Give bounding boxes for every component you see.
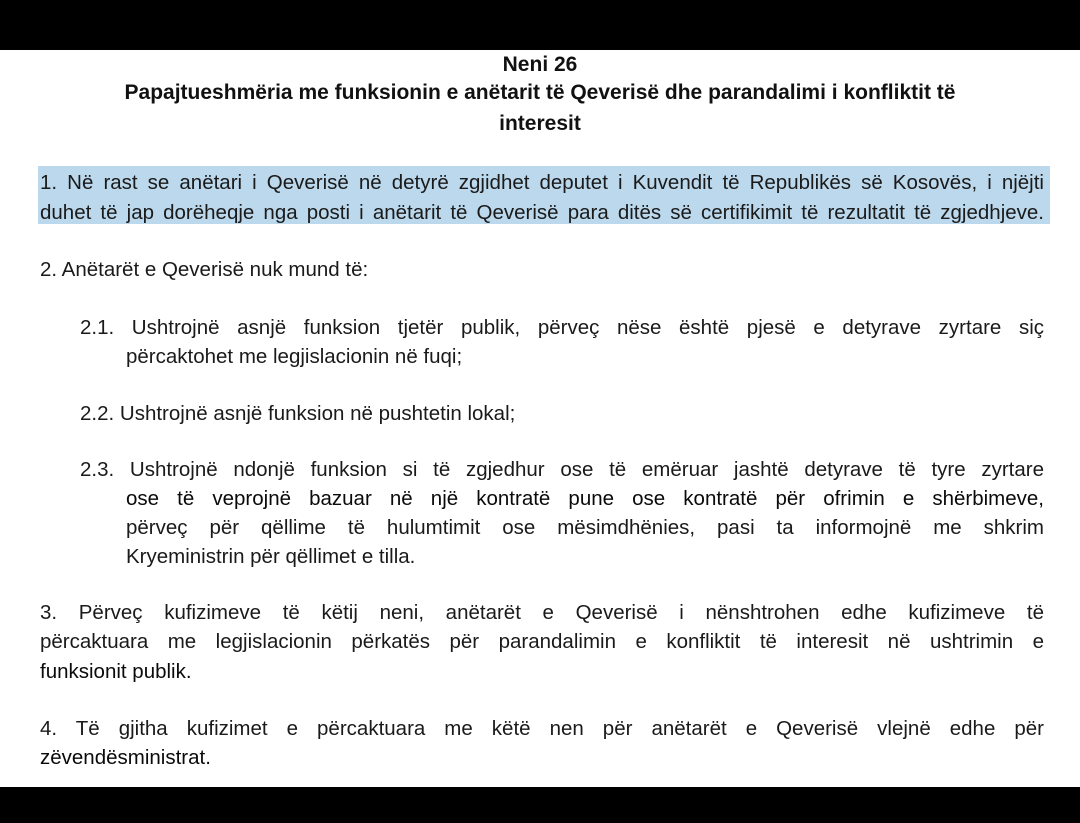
paragraph-3-line2: përcaktuara me legjislacionin përkatës për parandalimin e konfliktit të interesit në ushtrimin e (40, 630, 1044, 653)
article-title-line2: interesit (499, 112, 581, 135)
item-2-1-line2: përcaktohet me legjislacionin në fuqi; (126, 345, 463, 368)
item-2-3-line2: ose të veprojnë bazuar në një kontratë pune ose kontratë për ofrimin e shërbimeve, (126, 487, 1044, 510)
item-2-1-line1: 2.1. Ushtrojnë asnjë funksion tjetër publik, përveç nëse është pjesë e detyrave zyrtare siç (80, 316, 1044, 339)
paragraph-1-line2[interactable]: duhet të jap dorëheqje nga posti i anëtarit të Qeverisë para ditës së certifikimit të rezultatit të zgjedhjeve. (40, 201, 1044, 224)
article-number: Neni 26 (502, 53, 578, 76)
paragraph-4-line2: zëvendësministrat. (40, 746, 211, 769)
paragraph-2-intro: 2. Anëtarët e Qeverisë nuk mund të: (40, 258, 369, 281)
paragraph-3-line1: 3. Përveç kufizimeve të këtij neni, anëtarët e Qeverisë i nënshtrohen edhe kufizimeve të (40, 601, 1044, 624)
item-2-3-line4: Kryeministrin për qëllimet e tilla. (126, 545, 416, 568)
item-2-3-line1: 2.3. Ushtrojnë ndonjë funksion si të zgjedhur ose të emëruar jashtë detyrave të tyre zyrtare (80, 458, 1044, 481)
item-2-2-line1: 2.2. Ushtrojnë asnjë funksion në pushtetin lokal; (80, 402, 516, 425)
paragraph-3-line3: funksionit publik. (40, 660, 192, 683)
article-title-line1: Papajtueshmëria me funksionin e anëtarit të Qeverisë dhe parandalimi i konfliktit të (124, 81, 956, 104)
paragraph-4-line1: 4. Të gjitha kufizimet e përcaktuara me këtë nen për anëtarët e Qeverisë vlejnë edhe për (40, 717, 1044, 740)
item-2-3-line3: përveç për qëllime të hulumtimit ose mësimdhënies, pasi ta informojnë me shkrim (126, 516, 1044, 539)
document-page (0, 50, 1080, 787)
paragraph-1-line1[interactable]: 1. Në rast se anëtari i Qeverisë në detyrë zgjidhet deputet i Kuvendit të Republikës së Kosovës, i njëjti (40, 171, 1044, 194)
